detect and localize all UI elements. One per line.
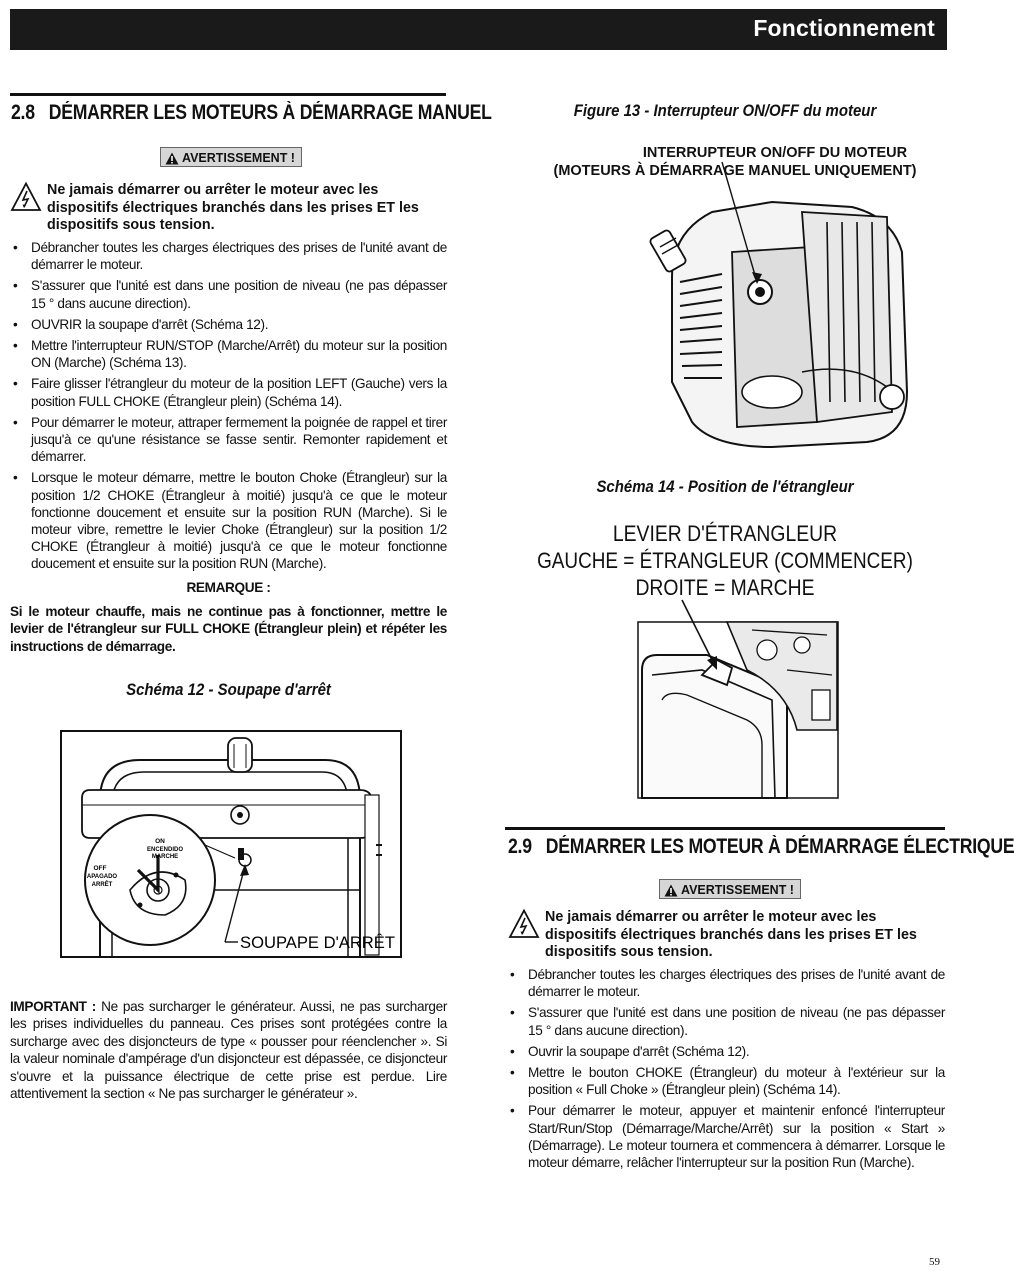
valve-on-label: ON — [155, 838, 165, 845]
page-header-title: Fonctionnement — [753, 15, 935, 41]
important-label: IMPORTANT : — [10, 999, 96, 1014]
figure-12-fuel-valve — [60, 730, 402, 958]
valve-off-label-fr: ARRÊT — [91, 882, 113, 888]
figure-13-label-line1: INTERRUPTEUR ON/OFF DU MOTEUR — [642, 145, 908, 161]
note-heading: REMARQUE : — [186, 580, 271, 595]
list-item: • Mettre le bouton CHOKE (Étrangleur) du moteur à l'extérieur sur la position « Full Choke » (Étrangleur plein) (Schéma 14). — [507, 1064, 945, 1098]
figure-13-engine-switch — [652, 192, 914, 454]
warning-badge — [659, 879, 801, 899]
warning-block — [11, 182, 446, 236]
warning-badge-label: AVERTISSEMENT ! — [182, 151, 295, 165]
figure-13-label-line2: (MOTEURS À DÉMARRAGE MANUEL UNIQUEMENT) — [553, 163, 917, 179]
section-title-2-8: 2.8 DÉMARRER LES MOTEURS À DÉMARRAGE MANUEL — [11, 101, 492, 124]
important-text: Ne pas surcharger le générateur. Aussi, ne pas surcharger les prises individuelles du panneau. Ces prises sont protégées contre la surcharge avec des disjoncteurs de type « pousser pour réenclencher ». Si la valeur nominale d'ampérage d'un disjoncteur est dépassée, ce disjoncteur s'ouvre et la puissance électrique de cette prise est perdue. Lire attentivement la section « Ne pas surcharger le générateur ». — [10, 999, 447, 1102]
section-rule — [505, 827, 945, 830]
page-number: 59 — [929, 1256, 940, 1268]
list-item: • OUVRIR la soupape d'arrêt (Schéma 12). — [10, 316, 447, 333]
section-title-2-9: 2.9 DÉMARRER LES MOTEUR À DÉMARRAGE ÉLECTRIQUE — [508, 835, 1014, 858]
choke-label-line2: GAUCHE = ÉTRANGLEUR (COMMENCER) — [537, 548, 913, 573]
choke-label-line3: DROITE = MARCHE — [635, 575, 815, 600]
manual-start-steps — [10, 239, 447, 577]
figure-14-choke-lever — [637, 600, 839, 800]
important-paragraph — [10, 998, 447, 1102]
note-text: Si le moteur chauffe, mais ne continue pas à fonctionner, mettre le levier de l'étrangleur sur FULL CHOKE (Étrangleur plein) et répéter les instructions de démarrage. — [10, 604, 447, 654]
list-item: • Pour démarrer le moteur, appuyer et maintenir enfoncé l'interrupteur Start/Run/Stop (Démarrage/Marche/Arrêt) sur la position « Start » (Démarrage). Le moteur tournera et commencera à démarrer. Lorsque le moteur démarre, relâcher l'interrupteur sur la position Run (Marche). — [507, 1102, 945, 1171]
warning-block — [509, 909, 945, 963]
list-item: • Lorsque le moteur démarre, mettre le bouton Choke (Étrangleur) sur la position 1/2 CHOKE (Étrangleur à moitié) jusqu'à ce que le moteur fonctionne doucement et ensuite sur la position RUN (Marche). Si le moteur vibre, remettre le levier Choke (Étrangleur) sur la position 1/2 CHOKE (Étrangleur à moitié) jusqu'à ce que le moteur fonctionne doucement et ensuite sur la position RUN (Marche). — [10, 469, 447, 572]
electric-start-steps — [507, 966, 945, 1175]
warning-triangle-icon — [664, 884, 678, 897]
list-item: • S'assurer que l'unité est dans une position de niveau (ne pas dépasser 15 ° dans aucune direction). — [507, 1004, 945, 1038]
list-item: • Pour démarrer le moteur, attraper fermement la poignée de rappel et tirer jusqu'à ce qu'une résistance se fasse sentir. Remonter rapidement et démarrer. — [10, 414, 447, 466]
choke-label-line1: LEVIER D'ÉTRANGLEUR — [612, 521, 838, 546]
section-rule — [10, 93, 446, 96]
figure-12-caption: Schéma 12 - Soupape d'arrêt — [126, 680, 331, 699]
figure-14-caption: Schéma 14 - Position de l'étrangleur — [596, 477, 854, 496]
electric-hazard-icon — [509, 909, 539, 939]
electric-hazard-icon — [11, 182, 41, 212]
warning-badge-label: AVERTISSEMENT ! — [681, 883, 794, 897]
warning-text: Ne jamais démarrer ou arrêter le moteur avec les dispositifs électriques branchés dans les prises ET les dispositifs sous tension. — [545, 909, 917, 960]
header-bar — [10, 9, 947, 50]
warning-triangle-icon — [165, 152, 179, 165]
list-item: • S'assurer que l'unité est dans une position de niveau (ne pas dépasser 15 ° dans aucune direction). — [10, 277, 447, 311]
warning-text: Ne jamais démarrer ou arrêter le moteur avec les dispositifs électriques branchés dans les prises ET les dispositifs sous tension. — [47, 182, 419, 233]
list-item: • Débrancher toutes les charges électriques des prises de l'unité avant de démarrer le moteur. — [507, 966, 945, 1000]
list-item: • Débrancher toutes les charges électriques des prises de l'unité avant de démarrer le moteur. — [10, 239, 447, 273]
valve-off-label-es: APAGADO — [86, 874, 118, 880]
figure-13-caption: Figure 13 - Interrupteur ON/OFF du moteur — [573, 101, 877, 120]
warning-badge — [160, 147, 302, 167]
valve-on-label-fr: MARCHE — [151, 854, 179, 860]
list-item: • Ouvrir la soupape d'arrêt (Schéma 12). — [507, 1043, 945, 1060]
valve-on-label-es: ENCENDIDO — [146, 847, 184, 853]
valve-off-label: OFF — [93, 865, 107, 872]
list-item: • Mettre l'interrupteur RUN/STOP (Marche/Arrêt) du moteur sur la position ON (Marche) (Schéma 13). — [10, 337, 447, 371]
fuel-valve-label: SOUPAPE D'ARRÊT — [240, 933, 395, 952]
list-item: • Faire glisser l'étrangleur du moteur de la position LEFT (Gauche) vers la position FULL CHOKE (Étrangleur plein) (Schéma 14). — [10, 375, 447, 409]
